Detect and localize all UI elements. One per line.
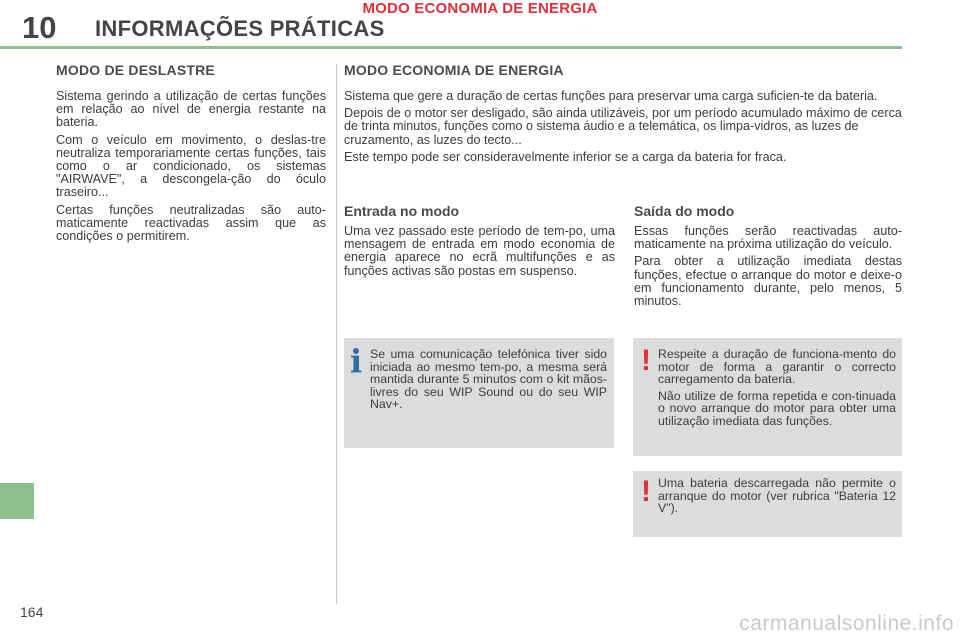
paragraph: Certas funções neutralizadas são auto-maticamente reactivadas assim que as condições o permitirem. bbox=[56, 202, 326, 244]
page-number: 164 bbox=[20, 604, 44, 620]
paragraph: Uma vez passado este período de tem-po, uma mensagem de entrada em modo economia de energia aparece no ecrã multifunções e as funções activas são postas em suspenso. bbox=[344, 224, 615, 278]
warning-note-text: Uma bateria descarregada não permite o arranque do motor (ver rubrica "Bateria 12 V"). bbox=[658, 476, 896, 516]
paragraph: Sistema gerindo a utilização de certas funções em relação ao nível de energia restante na bateria. bbox=[56, 89, 326, 130]
warning-note-box-2 bbox=[633, 471, 902, 537]
info-note-text: Se uma comunicação telefónica tiver sido iniciada ao mesmo tem-po, a mesma será mantida durante 5 minutos com o kit mãos-livres do seu WIP Sound ou do seu WIP Nav+. bbox=[370, 347, 607, 412]
warning-note-text: Não utilize de forma repetida e con-tinuada o novo arranque do motor para obter uma utilização imediata das funções. bbox=[658, 388, 896, 428]
subsection-exit bbox=[634, 203, 902, 312]
chapter-tab-marker bbox=[0, 483, 34, 519]
paragraph: Este tempo pode ser consideravelmente inferior se a carga da bateria for fraca. bbox=[344, 149, 787, 164]
section-title-economia: MODO ECONOMIA DE ENERGIA bbox=[344, 62, 564, 78]
section-title-deslastre: MODO DE DESLASTRE bbox=[56, 62, 215, 78]
paragraph: Depois de o motor ser desligado, são ainda utilizáveis, por um período acumulado máximo de cerca de trinta minutos, funções como o sistema áudio e a telemática, os limpa-vidros, as luzes de cruzamento, as luzes do tecto... bbox=[344, 106, 902, 147]
section-economia bbox=[344, 62, 902, 168]
paragraph: Para obter a utilização imediata destas funções, efectue o arranque do motor e deixe-o em funcionamento durante, pelo menos, 5 minutos. bbox=[634, 254, 902, 309]
subsection-title-entry: Entrada no modo bbox=[344, 203, 460, 219]
info-note-box bbox=[344, 338, 614, 448]
watermark: carmanualsonline.info bbox=[739, 612, 954, 635]
paragraph: Essas funções serão reactivadas auto-maticamente na próxima utilização do veículo. bbox=[634, 224, 902, 252]
column-divider bbox=[336, 64, 337, 604]
chapter-number: 10 bbox=[22, 10, 57, 45]
subsection-entry bbox=[344, 203, 615, 282]
top-banner-title: MODO ECONOMIA DE ENERGIA bbox=[362, 0, 598, 17]
chapter-title: INFORMAÇÕES PRÁTICAS bbox=[95, 16, 385, 41]
warning-note-text: Respeite a duração de funciona-mento do motor de forma a garantir o correcto carregamento da bateria. bbox=[658, 347, 896, 387]
warning-note-box-1 bbox=[633, 338, 902, 456]
info-icon: i bbox=[350, 342, 363, 380]
section-deslastre bbox=[56, 62, 326, 247]
subsection-title-exit: Saída do modo bbox=[634, 203, 735, 219]
header-rule bbox=[0, 46, 902, 49]
warning-icon: ! bbox=[641, 344, 651, 377]
paragraph: Com o veículo em movimento, o deslas-tre neutraliza temporariamente certas funções, tais como o ar condicionado, os sistemas "AIRWAVE", a descongela-ção do óculo traseiro... bbox=[56, 132, 326, 200]
paragraph: Sistema que gere a duração de certas funções para preservar uma carga suficien-te da bateria. bbox=[344, 89, 878, 103]
warning-icon: ! bbox=[641, 475, 651, 508]
